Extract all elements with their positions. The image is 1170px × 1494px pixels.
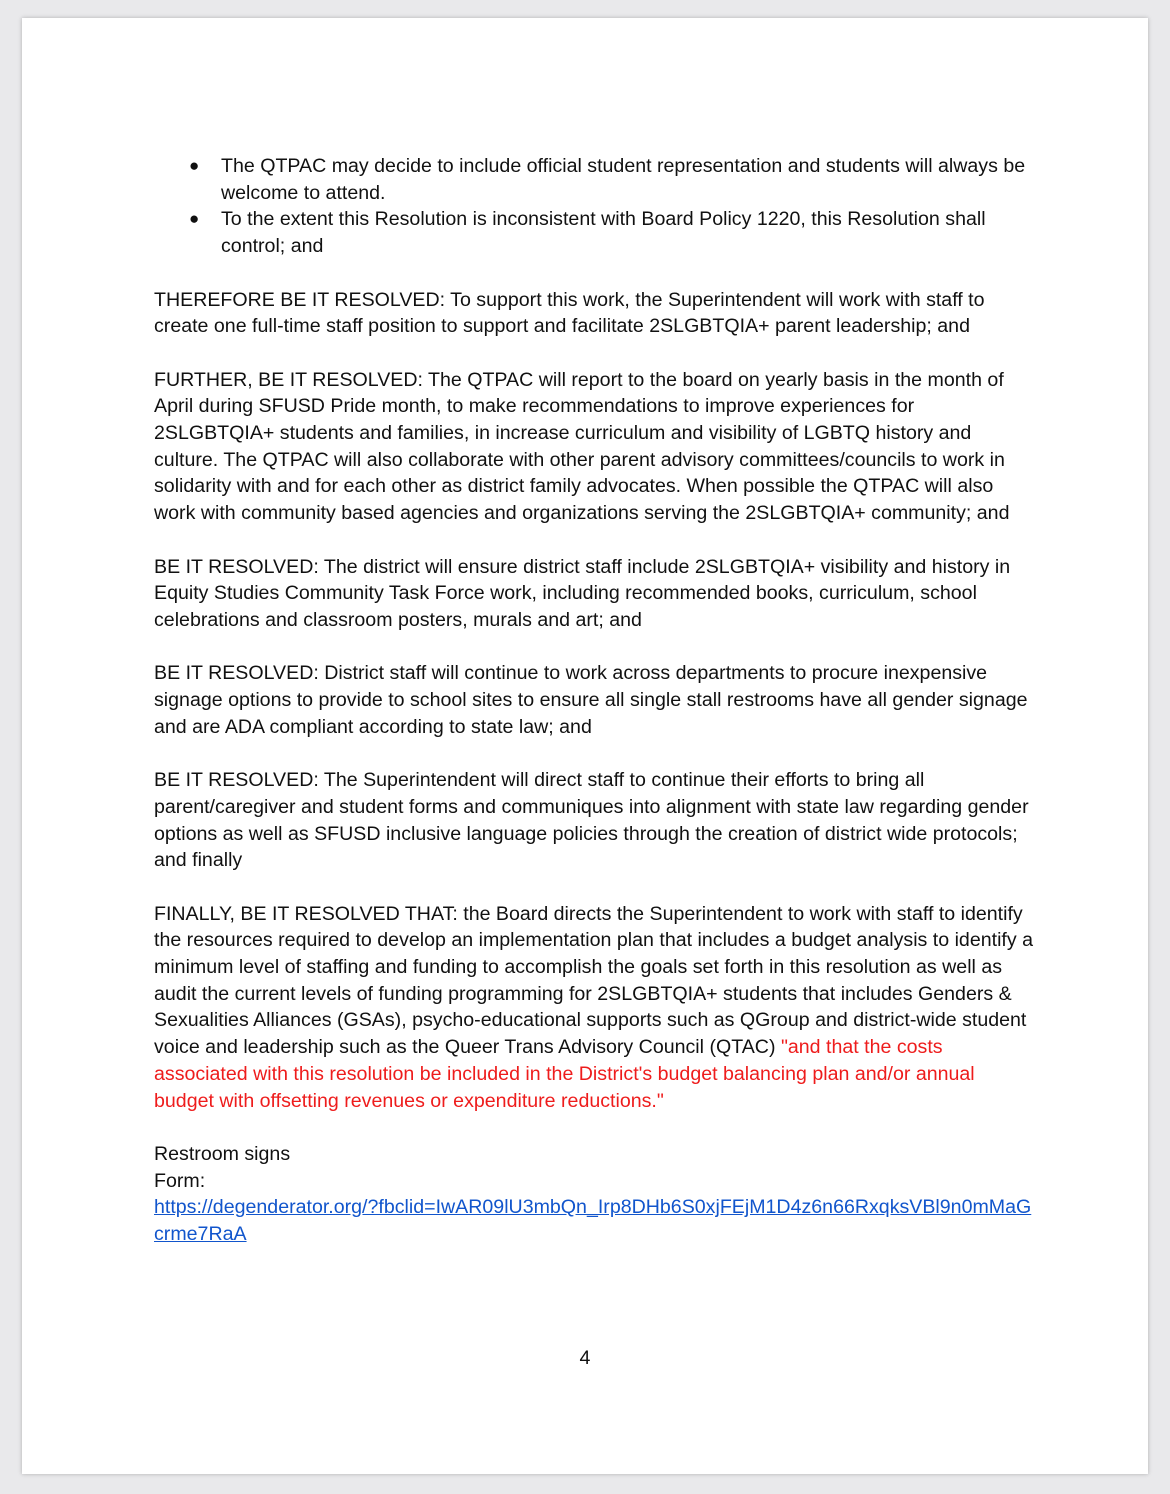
budget-amendment-text: "and that the costs associated with this resolution be included in the District's budget balancing plan and/or annual budget with offsetting revenues or expenditure reductions." (154, 1036, 975, 1112)
page-number: 4 (579, 1347, 591, 1369)
restroom-signs-label: Restroom signs (154, 1142, 291, 1165)
bullet-item (154, 206, 1034, 259)
signage-resolved-paragraph: BE IT RESOLVED: District staff will continue to work across departments to procure inexpensive signage options to provide to school sites to ensure all single stall restrooms have all gender signage and are ADA compliant according to state law; and (154, 662, 1028, 738)
finally-resolved-paragraph (154, 901, 1034, 1115)
further-resolved-paragraph: FURTHER, BE IT RESOLVED: The QTPAC will report to the board on yearly basis in the month of April during SFUSD Pride month, to make recommendations to improve experiences for 2SLGBTQIA+ students and families, in increase curriculum and visibility of LGBTQ history and culture. The QTPAC will also collaborate with other parent advisory committees/councils to work in solidarity with and for each other as district family advocates. When possible the QTPAC will also work with community based agencies and organizations serving the 2SLGBTQIA+ community; and (154, 368, 1010, 525)
page-content (154, 153, 1034, 1248)
form-link[interactable]: https://degenderator.org/?fbclid=IwAR09lU3mbQn_Irp8DHb6S0xjFEjM1D4z6n66RxqksVBl9n0mMaGcrme7RaA (154, 1196, 1032, 1246)
therefore-resolved-paragraph: THEREFORE BE IT RESOLVED: To support this work, the Superintendent will work with staff to create one full-time staff position to support and facilitate 2SLGBTQIA+ parent leadership; and (154, 288, 985, 338)
bullet-text: To the extent this Resolution is inconsistent with Board Policy 1220, this Resolution shall control; and (221, 208, 986, 258)
forms-resolved-paragraph: BE IT RESOLVED: The Superintendent will direct staff to continue their efforts to bring all parent/caregiver and student forms and communiques into alignment with state law regarding gender options as well as SFUSD inclusive language policies through the creation of district wide protocols; and finally (154, 769, 1029, 872)
bullet-item (154, 153, 1034, 206)
document-page (22, 18, 1148, 1474)
restroom-signs-note (154, 1141, 1034, 1248)
bullet-list (154, 153, 1034, 260)
finally-resolved-text: FINALLY, BE IT RESOLVED THAT: the Board directs the Superintendent to work with staff to identify the resources required to develop an implementation plan that includes a budget analysis to identify a minimum level of staffing and funding to accomplish the goals set forth in this resolution as well as audit the current levels of funding programming for 2SLGBTQIA+ students that includes Genders & Sexualities Alliances (GSAs), psycho-educational supports such as QGroup and district-wide student voice and leadership such as the Queer Trans Advisory Council (QTAC) (154, 902, 1034, 1059)
bullet-dot-icon: ● (189, 156, 200, 175)
visibility-resolved-paragraph: BE IT RESOLVED: The district will ensure district staff include 2SLGBTQIA+ visibility and history in Equity Studies Community Task Force work, including recommended books, curriculum, school celebrations and classroom posters, murals and art; and (154, 555, 1011, 631)
bullet-dot-icon: ● (189, 209, 200, 229)
form-label: Form: (154, 1169, 206, 1192)
bullet-text: The QTPAC may decide to include official student representation and students will always be welcome to attend. (221, 155, 1026, 204)
